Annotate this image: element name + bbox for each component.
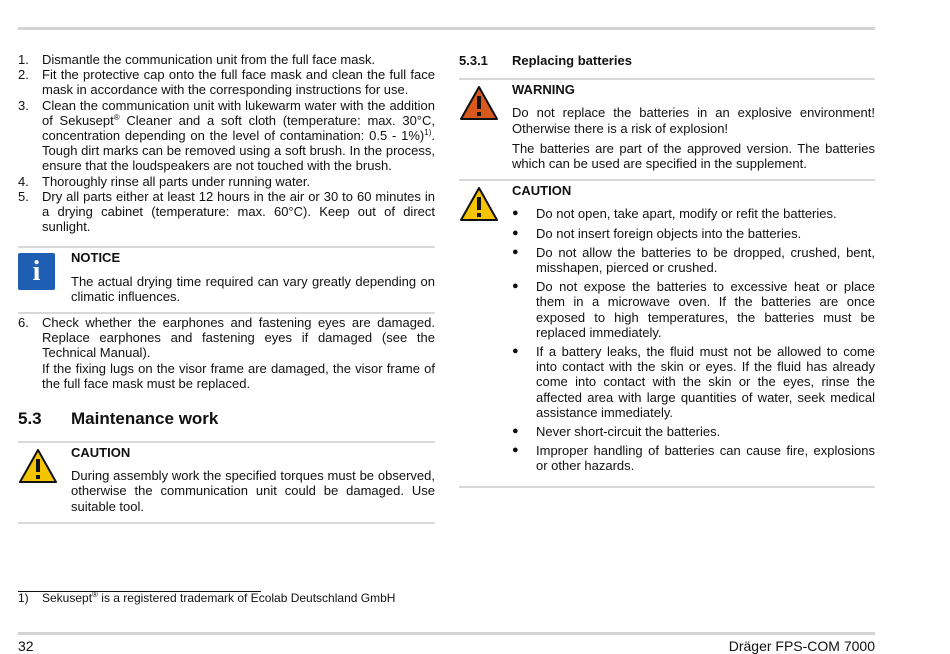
caution-icon-column (18, 445, 71, 514)
steps-list-a (18, 52, 435, 234)
step-text: Thoroughly rinse all parts under running water. (42, 173, 311, 189)
step-number: 2. (18, 67, 29, 83)
step-number: 4. (18, 173, 29, 189)
warning-icon-column (459, 82, 512, 171)
caution-box (18, 443, 435, 522)
subsection-title: Replacing batteries (512, 53, 632, 68)
step-number: 3. (18, 97, 29, 113)
caution-bullets (512, 206, 875, 473)
warning-body (512, 82, 875, 171)
caution-title: CAUTION (512, 183, 572, 199)
bullet-icon: ● (512, 245, 519, 258)
notice-body (71, 250, 435, 304)
steps-list-b (18, 315, 435, 391)
bullet-icon: ● (512, 280, 519, 293)
step-number: 5. (18, 188, 29, 204)
notice-icon-column (18, 250, 71, 304)
top-rule (18, 27, 875, 30)
step-text-part: Clean the communication unit with lukewarm water with the addition of Sekusept (42, 97, 435, 128)
notice-title: NOTICE (71, 250, 121, 266)
right-column (459, 52, 875, 488)
step-1 (18, 52, 435, 67)
caution-body (512, 183, 875, 477)
list-item (512, 245, 875, 275)
product-name: Dräger FPS-COM 7000 (728, 638, 875, 654)
list-item (512, 344, 875, 420)
subsection-number: 5.3.1 (459, 53, 488, 68)
step-text: Fit the protective cap onto the full face mask and clean the full face mask in accordance with the corresponding instructions for use. (42, 67, 435, 98)
caution-title: CAUTION (71, 445, 131, 461)
step-text (42, 98, 435, 174)
step-text (42, 315, 435, 391)
subsection-heading (459, 53, 875, 68)
step-5 (18, 189, 435, 235)
step-text-part: Check whether the earphones and fastening eyes are damaged. Replace earphones and fastening eyes if damaged (see the Technical Manual). (42, 315, 435, 361)
list-item (512, 226, 875, 241)
step-text-part: If the fixing lugs on the visor frame are damaged, the visor frame of the full face mask must be replaced. (42, 360, 435, 391)
step-text: Dismantle the communication unit from the full face mask. (42, 52, 376, 67)
step-3 (18, 98, 435, 174)
bullet-icon: ● (512, 444, 519, 457)
caution-box (459, 181, 875, 485)
bullet-icon: ● (512, 345, 519, 358)
warning-triangle-icon (459, 186, 499, 222)
step-text: Dry all parts either at least 12 hours in the air or 30 to 60 minutes in a drying cabinet (temperature: max. 60°C). Keep out of direct sunlight. (42, 188, 435, 235)
warning-box (459, 80, 875, 179)
bullet-text: Do not open, take apart, modify or refit the batteries. (536, 206, 837, 222)
warning-text: Do not replace the batteries in an explosive environment! Otherwise there is a risk of explosion! (512, 105, 875, 136)
list-item (512, 279, 875, 340)
step-number: 6. (18, 315, 29, 331)
warning-triangle-icon (18, 448, 58, 484)
bullet-text: Never short-circuit the batteries. (536, 424, 721, 440)
left-column (18, 52, 435, 524)
step-2 (18, 67, 435, 97)
bottom-rule (18, 632, 875, 635)
warning-triangle-icon (459, 85, 499, 121)
caution-icon-column (459, 183, 512, 477)
step-text-part: . Tough dirt marks can be removed using a soft brush. In the process, ensure that the loudspeakers are not touched with the brush. (42, 128, 435, 174)
footnote (18, 591, 618, 606)
list-item (512, 424, 875, 439)
step-4 (18, 174, 435, 189)
footnote-text-part: Sekusept (42, 591, 93, 605)
footnote-text (42, 591, 395, 606)
caution-text: During assembly work the specified torques must be observed, otherwise the communication unit could be damaged. Use suitable tool. (71, 468, 435, 514)
section-number: 5.3 (18, 409, 42, 429)
warning-title: WARNING (512, 82, 575, 98)
step-6 (18, 315, 435, 391)
section-title: Maintenance work (71, 409, 219, 429)
list-item (512, 206, 875, 221)
info-icon: i (18, 253, 55, 290)
notice-box (18, 248, 435, 312)
page-number: 32 (18, 638, 34, 654)
bullet-text: Do not allow the batteries to be dropped, crushed, bent, misshapen, pierced or crushed. (536, 244, 875, 276)
step-text-part: Cleaner and a soft cloth (temperature: max. 30°C, concentration depending on the level of contamination: 0.5 - 1%) (42, 112, 435, 144)
footnote-text-part: is a registered trademark of Ecolab Deutschland GmbH (97, 591, 396, 605)
registered-mark: ® (92, 590, 98, 599)
bullet-text: Improper handling of batteries can cause fire, explosions or other hazards. (536, 443, 875, 474)
list-item (512, 443, 875, 473)
step-number: 1. (18, 52, 29, 67)
section-heading (18, 409, 435, 429)
bullet-icon: ● (512, 207, 519, 220)
registered-mark: ® (113, 112, 120, 122)
caution-body (71, 445, 435, 514)
footnote-number: 1) (18, 591, 29, 605)
bullet-text: Do not expose the batteries to excessive heat or place them in a microwave oven. If the batteries are once exposed to high temperatures, the batteries must be replaced immediately. (536, 279, 875, 340)
divider (18, 312, 435, 314)
notice-text: The actual drying time required can vary greatly depending on climatic influences. (71, 273, 435, 304)
bullet-text: Do not insert foreign objects into the batteries. (536, 225, 802, 241)
bullet-text: If a battery leaks, the fluid must not be allowed to come into contact with the skin or eyes. If the fluid has already come into contact with the skin or the eyes, rinse the affected area with large quantities of water, seek medical assistance immediately. (536, 344, 875, 420)
warning-text: The batteries are part of the approved version. The batteries which can be used are specified in the supplement. (512, 140, 875, 172)
bullet-icon: ● (512, 226, 519, 239)
divider (459, 486, 875, 488)
divider (18, 522, 435, 524)
bullet-icon: ● (512, 425, 519, 438)
footnote-reference: 1) (424, 128, 432, 138)
